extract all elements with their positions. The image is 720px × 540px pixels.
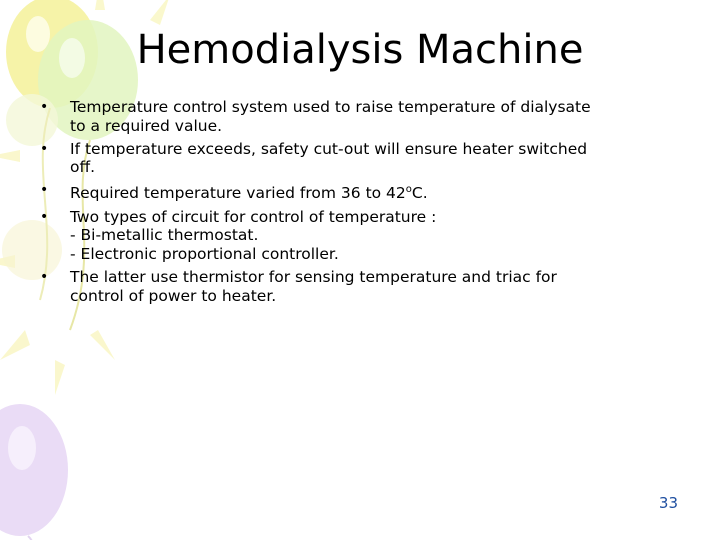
bullet-text: The latter use thermistor for sensing temperature and triac for: [70, 267, 557, 286]
bullet-text: off.: [70, 158, 96, 177]
bullet-text: If temperature exceeds, safety cut-out will ensure heater switched: [70, 139, 588, 158]
bullet-list: [40, 98, 700, 310]
bullet-icon: •: [40, 140, 49, 157]
bullet-icon: •: [40, 99, 49, 115]
bullet-text: Two types of circuit for control of temperature :: [70, 207, 437, 226]
page-number: 33: [658, 494, 678, 512]
bullet-text: to a required value.: [70, 116, 223, 135]
degree-superscript: o: [405, 184, 412, 196]
bullet-icon: •: [40, 268, 49, 285]
bullet-text-part: Required temperature varied from 36 to 42: [70, 184, 406, 203]
bullet-text: - Electronic proportional controller.: [70, 244, 339, 263]
bullet-icon: •: [40, 208, 49, 225]
list-item: [40, 140, 700, 177]
bullet-text: control of power to heater.: [70, 286, 277, 305]
bullet-text: [70, 181, 700, 203]
slide-title: Hemodialysis Machine: [136, 27, 584, 73]
list-item: [40, 208, 700, 264]
bullet-text: Temperature control system used to raise temperature of dialysate: [70, 98, 591, 116]
bullet-icon: •: [40, 182, 49, 199]
list-item: [40, 98, 700, 135]
bullet-text-part: C.: [411, 184, 428, 203]
bullet-text: - Bi-metallic thermostat.: [70, 226, 259, 245]
list-item: [40, 268, 700, 305]
list-item: [40, 181, 700, 203]
